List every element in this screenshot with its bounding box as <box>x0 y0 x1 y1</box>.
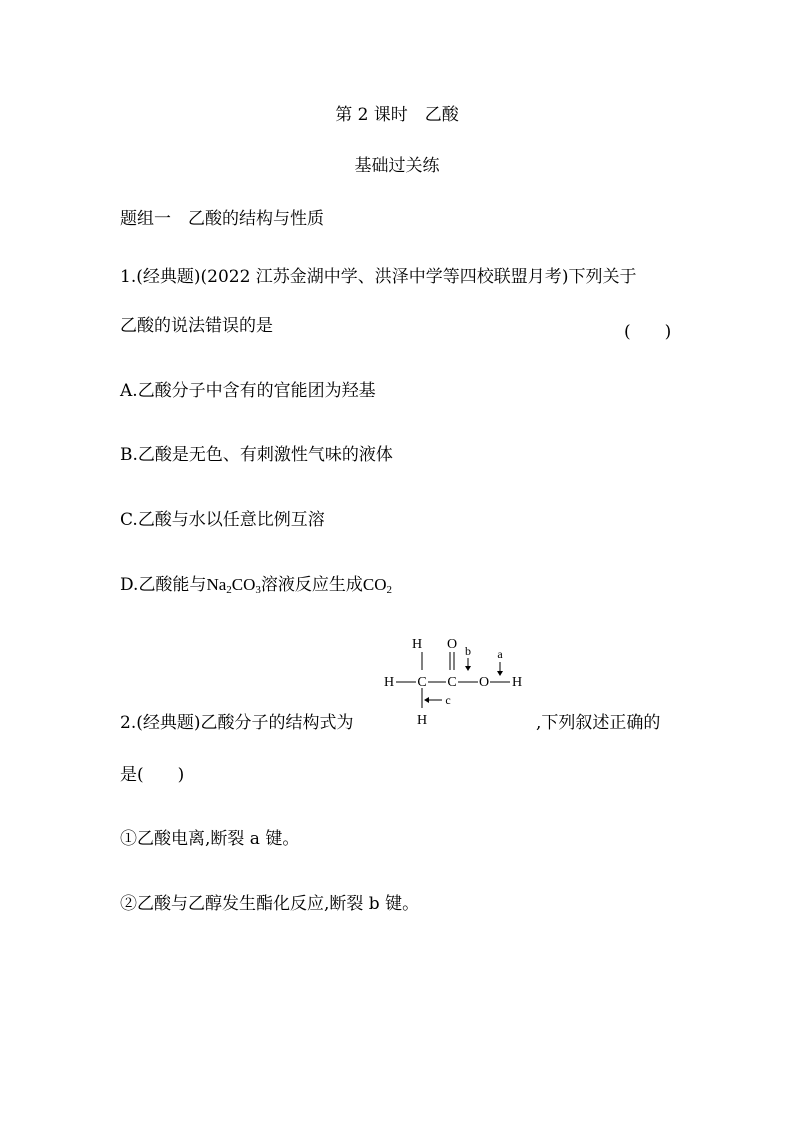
bond-label-c: c <box>445 693 451 707</box>
option-c-label: C. <box>120 510 138 530</box>
bond-label-a: a <box>497 647 503 661</box>
atom-h-left: H <box>383 675 395 690</box>
option-a-label: A. <box>120 381 138 401</box>
option-c-text: 乙酸与水以任意比例互溶 <box>137 510 325 530</box>
option-b <box>120 444 393 466</box>
atom-c2: C <box>447 675 457 690</box>
statement-2-mark: ② <box>120 894 137 914</box>
bond-label-b: b <box>465 644 471 658</box>
atom-o-hydroxyl: O <box>478 675 490 690</box>
question-1-stem <box>120 266 636 288</box>
question-2-source: (经典题) <box>136 713 201 733</box>
atom-h-hydroxyl: H <box>511 675 523 690</box>
question-group-heading: 题组一 乙酸的结构与性质 <box>120 209 324 229</box>
statement-2 <box>120 893 419 915</box>
statement-1-text: 乙酸电离,断裂 a 键。 <box>137 829 300 849</box>
page-title: 第 2 课时 乙酸 <box>335 105 459 125</box>
question-1-source: (经典题)(2022 江苏金湖中学、洪泽中学等四校联盟月考 <box>136 267 562 287</box>
option-c <box>120 509 325 531</box>
option-d-text-before: 乙酸能与 <box>138 575 207 595</box>
question-1-stem-line2: 乙酸的说法错误的是 <box>120 316 273 336</box>
statement-2-text: 乙酸与乙醇发生酯化反应,断裂 b 键。 <box>137 894 420 914</box>
acetic-acid-structural-formula <box>380 630 530 730</box>
option-d <box>120 574 392 601</box>
question-2-number: 2. <box>120 713 137 733</box>
option-b-label: B. <box>120 445 138 465</box>
statement-1-mark: ① <box>120 829 137 849</box>
option-a <box>120 380 376 402</box>
question-2-stem-line2: 是( ) <box>120 765 185 785</box>
question-2-stem-before: 乙酸分子的结构式为 <box>200 713 354 733</box>
atom-h-bottom: H <box>416 713 428 728</box>
statement-1 <box>120 828 299 850</box>
option-d-text-after: 溶液反应生成 <box>260 575 363 595</box>
formula-na2co3: $Na_2CO_3$ <box>206 575 261 596</box>
atom-c1: C <box>417 675 427 690</box>
section-subtitle: 基础过关练 <box>354 156 440 176</box>
question-1-stem-tail: 下列关于 <box>568 267 637 287</box>
option-a-text: 乙酸分子中含有的官能团为羟基 <box>137 381 376 401</box>
atom-o-carbonyl: O <box>446 637 458 652</box>
question-1-answer-blank: ( ) <box>624 322 672 342</box>
atom-h-top: H <box>411 637 423 652</box>
option-d-label: D. <box>120 575 139 595</box>
question-2-stem <box>120 712 354 734</box>
question-2-stem-after: ,下列叙述正确的 <box>536 713 661 733</box>
question-1-number: 1. <box>120 267 137 287</box>
formula-co2: $CO_2$ <box>362 575 393 596</box>
question-1-source-close: ) <box>561 267 569 287</box>
option-b-text: 乙酸是无色、有刺激性气味的液体 <box>137 445 393 465</box>
